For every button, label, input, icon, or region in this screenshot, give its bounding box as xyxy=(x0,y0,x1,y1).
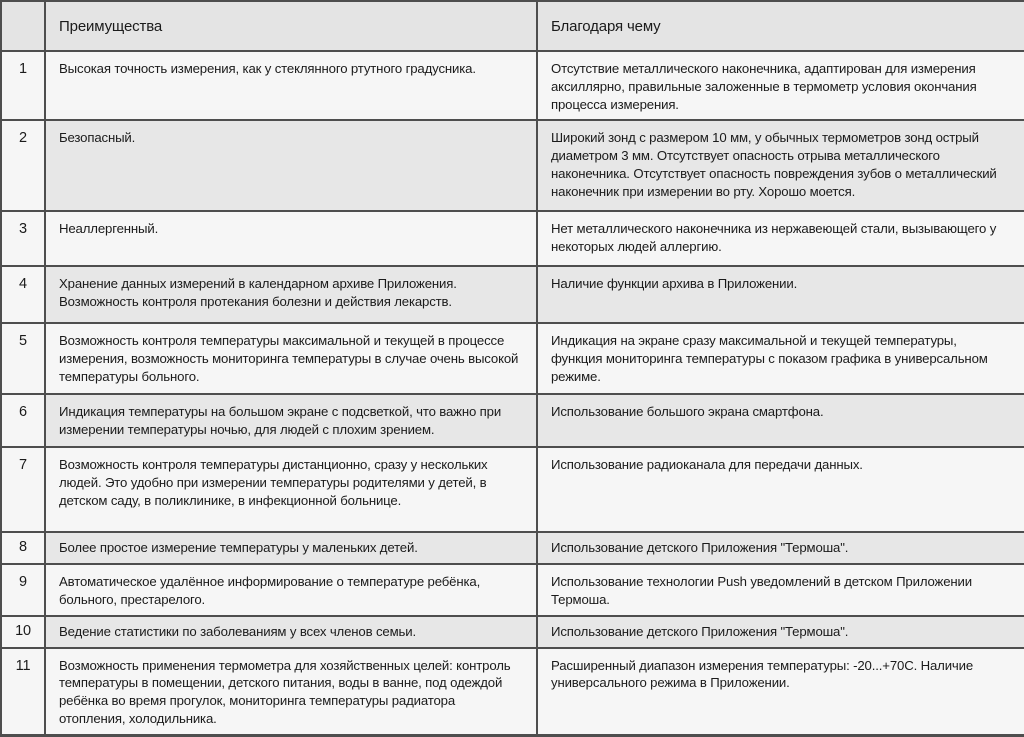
header-cell-advantages: Преимущества xyxy=(45,1,537,51)
advantage-cell: Более простое измерение температуры у маленьких детей. xyxy=(45,532,537,564)
advantage-cell: Безопасный. xyxy=(45,120,537,211)
table-row xyxy=(1,394,1024,447)
reason-cell: Использование большого экрана смартфона. xyxy=(537,394,1024,447)
table-row xyxy=(1,211,1024,266)
reason-cell: Использование детского Приложения "Термоша". xyxy=(537,532,1024,564)
table-row xyxy=(1,447,1024,532)
reason-cell: Использование детского Приложения "Термоша". xyxy=(537,616,1024,648)
advantage-cell: Неаллергенный. xyxy=(45,211,537,266)
table-row xyxy=(1,323,1024,394)
advantage-cell: Хранение данных измерений в календарном архиве Приложения. Возможность контроля протекания болезни и действия лекарств. xyxy=(45,266,537,323)
table-row xyxy=(1,51,1024,120)
advantage-cell: Возможность применения термометра для хозяйственных целей: контроль температуры в помещении, детского питания, воды в ванне, под одеждой ребёнка во время прогулок, мониторинга температуры радиатора отопления, холодильника. xyxy=(45,648,537,736)
reason-cell: Расширенный диапазон измерения температуры: -20...+70С. Наличие универсального режима в Приложении. xyxy=(537,648,1024,736)
row-number-cell: 8 xyxy=(1,532,45,564)
table-body xyxy=(1,51,1024,735)
row-number-cell: 7 xyxy=(1,447,45,532)
header-cell-reason: Благодаря чему xyxy=(537,1,1024,51)
row-number-cell: 10 xyxy=(1,616,45,648)
reason-cell: Широкий зонд с размером 10 мм, у обычных термометров зонд острый диаметром 3 мм. Отсутствует опасность отрыва металлического наконечника. Отсутствует опасность повреждения зубов о металлический наконечник при измерении во рту. Хорошо моется. xyxy=(537,120,1024,211)
row-number-cell: 2 xyxy=(1,120,45,211)
table-row xyxy=(1,532,1024,564)
table-row xyxy=(1,616,1024,648)
advantage-cell: Высокая точность измерения, как у стеклянного ртутного градусника. xyxy=(45,51,537,120)
row-number-cell: 4 xyxy=(1,266,45,323)
table-row xyxy=(1,648,1024,736)
advantage-cell: Ведение статистики по заболеваниям у всех членов семьи. xyxy=(45,616,537,648)
reason-cell: Использование технологии Push уведомлений в детском Приложении Термоша. xyxy=(537,564,1024,616)
reason-cell: Использование радиоканала для передачи данных. xyxy=(537,447,1024,532)
row-number-cell: 5 xyxy=(1,323,45,394)
advantage-cell: Возможность контроля температуры дистанционно, сразу у нескольких людей. Это удобно при измерении температуры родителями у детей, в детском саду, в поликлинике, в инфекционной больнице. xyxy=(45,447,537,532)
table-row xyxy=(1,120,1024,211)
reason-cell: Индикация на экране сразу максимальной и текущей температуры, функция мониторинга температуры с показом графика в универсальном режиме. xyxy=(537,323,1024,394)
row-number-cell: 11 xyxy=(1,648,45,736)
table-header xyxy=(1,1,1024,51)
reason-cell: Наличие функции архива в Приложении. xyxy=(537,266,1024,323)
advantage-cell: Индикация температуры на большом экране с подсветкой, что важно при измерении температуры ночью, для людей с плохим зрением. xyxy=(45,394,537,447)
row-number-cell: 3 xyxy=(1,211,45,266)
reason-cell: Отсутствие металлического наконечника, адаптирован для измерения аксиллярно, правильные заложенные в термометр условия окончания процесса измерения. xyxy=(537,51,1024,120)
advantage-cell: Возможность контроля температуры максимальной и текущей в процессе измерения, возможность мониторинга температуры в случае очень высокой температуры больного. xyxy=(45,323,537,394)
header-row xyxy=(1,1,1024,51)
advantage-cell: Автоматическое удалённое информирование о температуре ребёнка, больного, престарелого. xyxy=(45,564,537,616)
reason-cell: Нет металлического наконечника из нержавеющей стали, вызывающего у некоторых людей аллергию. xyxy=(537,211,1024,266)
table-row xyxy=(1,266,1024,323)
row-number-cell: 9 xyxy=(1,564,45,616)
row-number-cell: 6 xyxy=(1,394,45,447)
row-number-cell: 1 xyxy=(1,51,45,120)
table-row xyxy=(1,564,1024,616)
header-cell-number xyxy=(1,1,45,51)
